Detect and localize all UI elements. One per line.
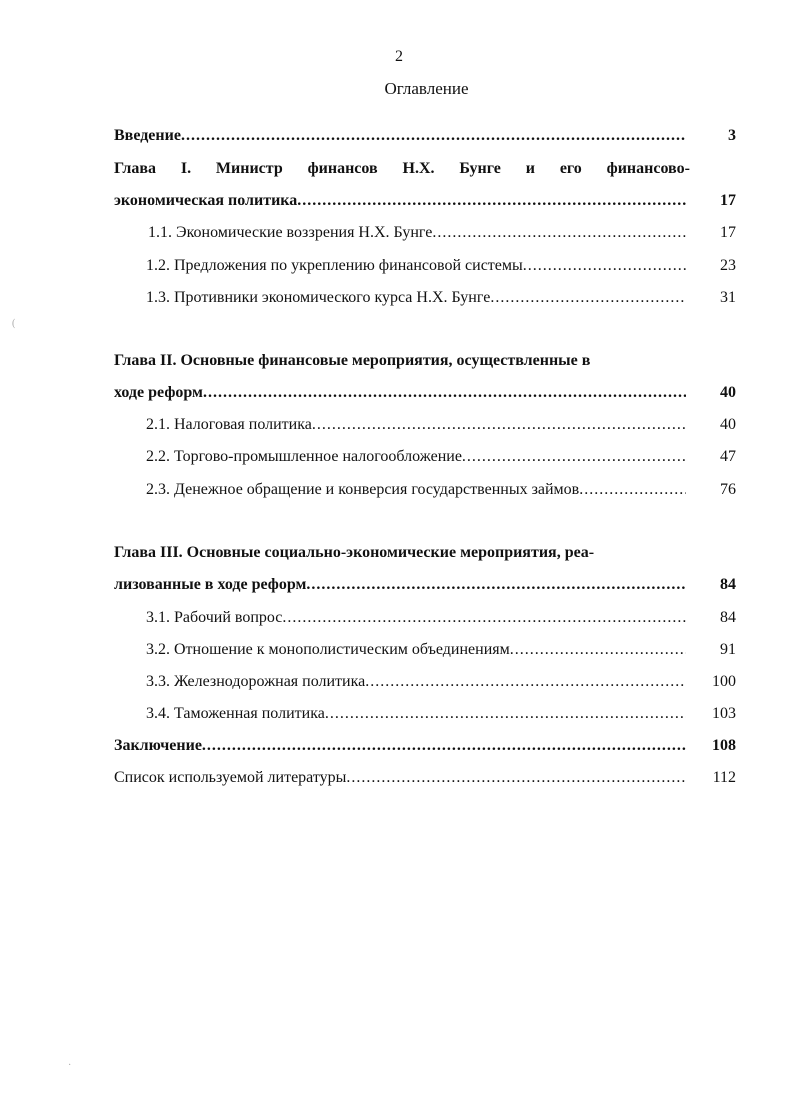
toc-entry-section[interactable]: 3.3. Железнодорожная политика ..... 100 [146, 670, 736, 694]
leader-dots [325, 702, 686, 726]
toc-title: Оглавление [384, 79, 469, 98]
chapter1-heading-line1: Глава I. Министр финансов Н.Х. Бунге и его финансово- [114, 160, 690, 177]
toc-entry-section[interactable]: 3.2. Отношение к монополистическим объединениям ..... 91 [146, 638, 736, 662]
scan-artifact: · [68, 1060, 72, 1071]
toc-entry-chapter3[interactable] [114, 573, 736, 597]
leader-dots [432, 221, 686, 245]
leader-dots [181, 124, 686, 148]
leader-dots [510, 638, 686, 662]
toc-entry-label: экономическая политика [114, 192, 298, 209]
chapter2-heading-line1: Глава II. Основные финансовые мероприятия, осуществленные в [114, 352, 591, 369]
toc-entry-label: ходе реформ [114, 384, 203, 401]
toc-entry-page: 84 [720, 576, 736, 593]
leader-dots [202, 734, 686, 758]
toc-entry-conclusion[interactable]: Заключение ..... 108 [114, 734, 736, 758]
leader-dots [462, 445, 686, 469]
leader-dots [203, 381, 686, 405]
toc-entry-bibliography[interactable]: Список используемой литературы ..... 112 [114, 766, 736, 790]
toc-entry-page: 17 [720, 192, 736, 209]
leader-dots [365, 670, 686, 694]
leader-dots [297, 189, 686, 213]
toc-entry-section[interactable]: 3.4. Таможенная политика ..... 103 [146, 702, 736, 726]
leader-dots [282, 606, 686, 630]
toc-entry-section[interactable]: 1.1. Экономические воззрения Н.Х. Бунге ..... 17 [148, 221, 736, 245]
toc-entry-section[interactable]: 1.3. Противники экономического курса Н.Х. Бунге ..... 31 [146, 286, 736, 310]
page-number: 2 [395, 48, 403, 65]
leader-dots [306, 573, 686, 597]
leader-dots [579, 478, 686, 502]
toc-entry-chapter2[interactable] [114, 381, 736, 405]
toc-entry-section[interactable]: 2.3. Денежное обращение и конверсия государственных займов ..... 76 [146, 478, 736, 502]
toc-entry-label: Введение [114, 127, 181, 144]
toc-entry-section[interactable]: 3.1. Рабочий вопрос ..... 84 [146, 606, 736, 630]
chapter3-heading-line1: Глава III. Основные социально-экономические мероприятия, реа- [114, 544, 595, 561]
toc-entry-section[interactable]: 2.1. Налоговая политика ..... 40 [146, 413, 736, 437]
leader-dots [523, 254, 686, 278]
leader-dots [490, 286, 686, 310]
scan-artifact: ( [12, 318, 16, 329]
toc-entry-intro[interactable] [114, 124, 736, 148]
toc-entry-page: 40 [720, 384, 736, 401]
toc-entry-label: лизованные в ходе реформ [114, 576, 307, 593]
toc-entry-section[interactable]: 2.2. Торгово-промышленное налогообложение ..... 47 [146, 445, 736, 469]
leader-dots [312, 413, 686, 437]
toc-entry-chapter1[interactable] [114, 189, 736, 213]
toc-entry-section[interactable]: 1.2. Предложения по укреплению финансовой системы ..... 23 [146, 254, 736, 278]
leader-dots [346, 766, 686, 790]
toc-entry-page: 3 [728, 127, 736, 144]
